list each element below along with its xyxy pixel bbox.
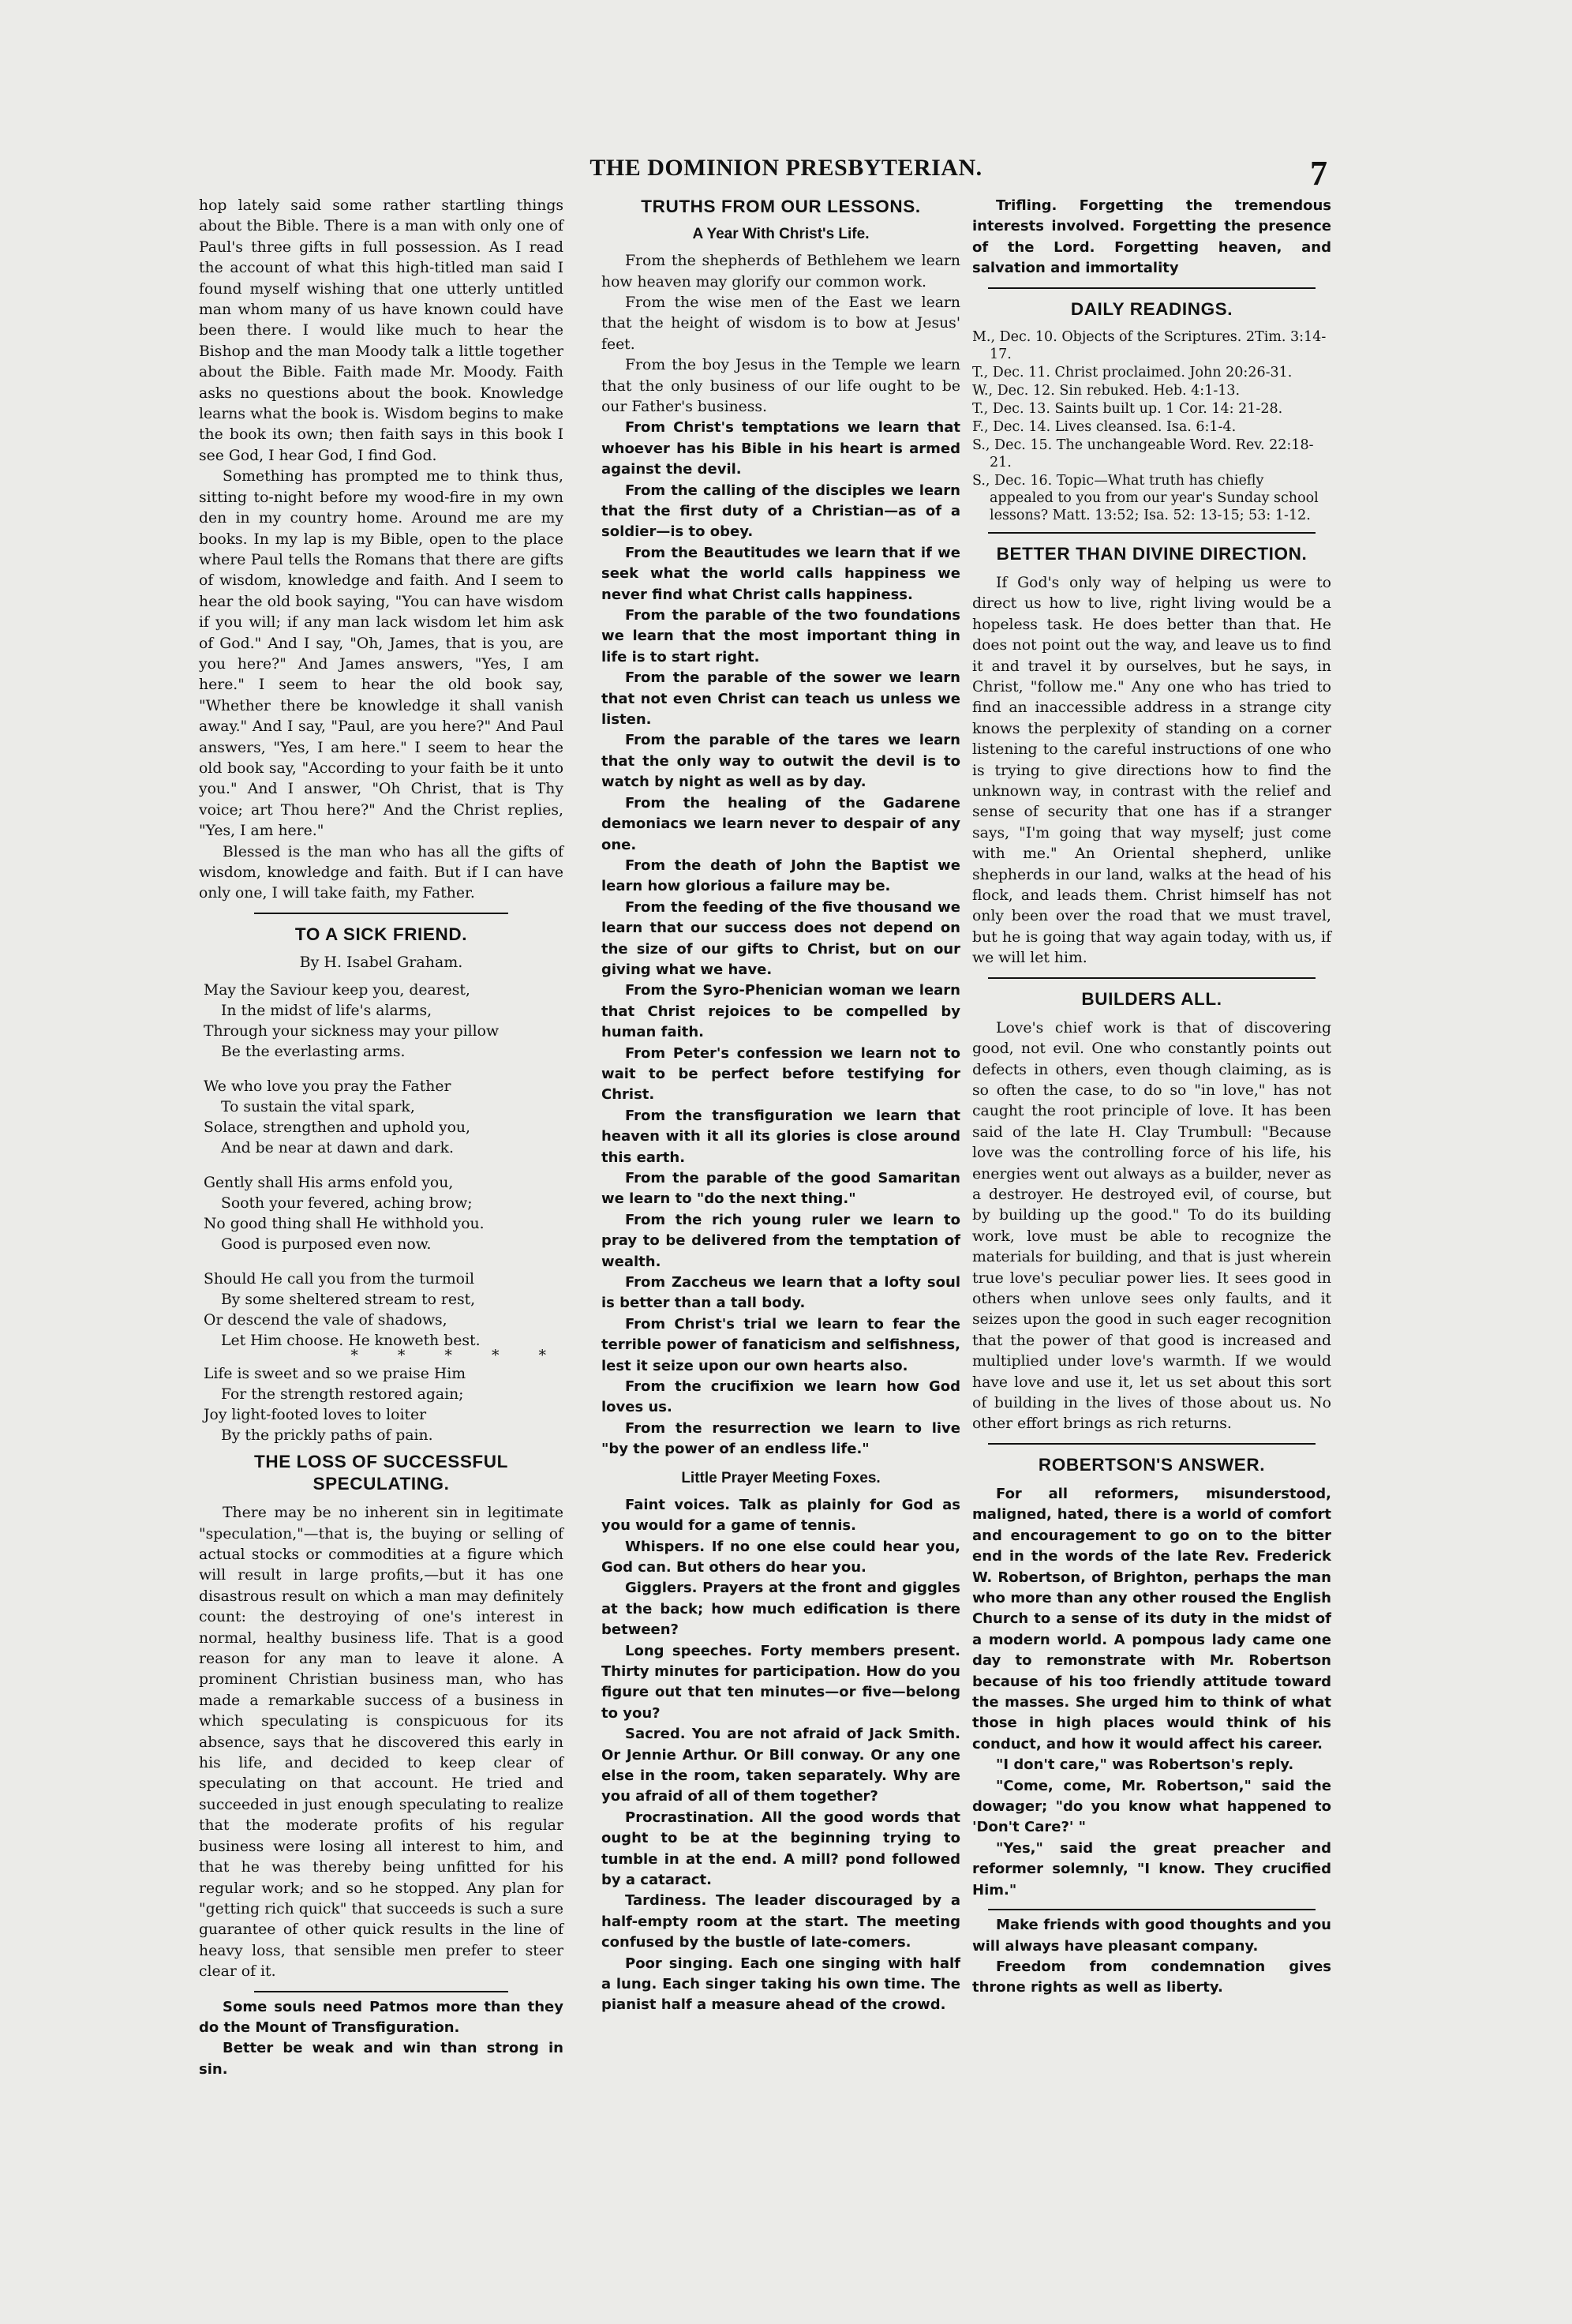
- divider: [988, 287, 1316, 289]
- fox-text: The leader discouraged by a half-empty room at the start. The meeting confused by the bustle of late-comers.: [601, 1892, 960, 1951]
- fox-lead: Tardiness.: [625, 1892, 707, 1910]
- poem-line: Through your sickness may your pillow: [204, 1022, 500, 1040]
- robertson-body: [972, 1484, 1331, 1901]
- article-paragraph: "I don't care," was Robertson's reply.: [996, 1756, 1294, 1774]
- article-paragraph: "Yes," said the great preacher and reformer solemnly, "I know. They crucified Him.": [972, 1839, 1331, 1899]
- truth-paragraph: From the feeding of the five thousand we learn that our success does not depend on the size of our gifts to Christ, but on our giving what we have.: [601, 898, 960, 978]
- divider: [254, 1991, 508, 1992]
- asterism: * * * * *: [350, 1346, 563, 1364]
- filler-paragraph: Some souls need Patmos more than they do the Mount of Transfiguration.: [199, 1998, 563, 2036]
- poem-line: Should He call you from the turmoil: [204, 1270, 475, 1288]
- truth-paragraph: From the Beautitudes we learn that if we seek what the world calls happiness we never find what Christ calls happiness.: [601, 544, 960, 603]
- poem-line: Or descend the vale of shadows,: [204, 1311, 447, 1329]
- fox-text: All the good words that ought to be at the beginning trying to tumble in at the end. A mill? pond followed by a cataract.: [601, 1809, 960, 1888]
- article-paragraph: For all reformers, misunderstood, maligned, hated, there is a world of comfort and encouragement to go on to the bitter end in the words of the late Rev. Frederick W. Robertson, of Brighton, perhaps the man who more than any other roused the English Church to a sense of its duty in the midst of a modern world. A pompous lady came one day to remonstrate with Mr. Robertson because of his too friendly attitude toward the masses. She urged him to think of what those in high places would think of his conduct, and how it would affect his career.: [972, 1485, 1331, 1752]
- fox-lead: Gigglers.: [625, 1580, 698, 1597]
- divider: [988, 1443, 1316, 1445]
- article-title: BUILDERS ALL.: [1081, 988, 1222, 1009]
- poem-line: By the prickly paths of pain.: [221, 1426, 433, 1444]
- article-title: Little Prayer Meeting Foxes.: [681, 1469, 881, 1486]
- fox-item: [601, 1537, 960, 1579]
- reading-item: F., Dec. 14. Lives cleansed. Isa. 6:1-4.: [972, 418, 1237, 435]
- poem-line: Good is purposed even now.: [221, 1235, 432, 1253]
- poem-stanza: [204, 980, 563, 1063]
- article-title: ROBERTSON'S ANSWER.: [1038, 1454, 1266, 1475]
- truths-list: [601, 251, 960, 1460]
- poem: [199, 980, 563, 1446]
- foxes-continued: [972, 196, 1331, 279]
- article-paragraph: There may be no inherent sin in legitimate "speculation,"—that is, the buying or selling of actual stocks or commodities at a figure which will result in large profits,—but it has one disastrous result on which a man may definitely count: the destroying of one's interest in normal, healthy business life. That is a good reason for any man to leave it alone. A prominent Christian business man, who has made a remarkable success of a business in which speculating is conspicuous for its absence, says that he discovered this early in his life, and decided to keep clear of speculating on that account. He tried and succeeded in just enough speculating to realize that the moderate profits of his regular business were losing all interest to him, and that he was thereby being unfitted for his regular work; and so he stopped. Any plan for "getting rich quick" that succeeds is such a sure guarantee of other quick results in the line of heavy loss, that sensible men prefer to steer clear of it.: [199, 1505, 563, 1981]
- article-paragraph: hop lately said some rather startling things about the Bible. There is a man with only one of Paul's three gifts in full possession. As I read the account of what this high-titled man said I found myself wishing that one utterly untitled man whom many of us have known could have been there. I would like much to hear the Bishop and the man Moody talk a little together about the Bible. Faith made Mr. Moody. Faith asks no questions about the book. Knowledge learns what the book is. Wisdom begins to make the book its own; then faith says in this book I see God, I hear God, I find God.: [199, 197, 563, 464]
- truth-paragraph: From the wise men of the East we learn that the height of wisdom is to bow at Jesus' feet.: [601, 294, 960, 353]
- truth-paragraph: From Christ's temptations we learn that whoever has his Bible in his heart is armed against the devil.: [601, 419, 960, 478]
- truth-paragraph: From the crucifixion we learn how God loves us.: [601, 1378, 960, 1416]
- column-1: [199, 196, 563, 2080]
- fox-lead: Long speeches.: [625, 1642, 753, 1659]
- masthead: THE DOMINION PRESBYTERIAN.: [590, 155, 982, 181]
- poem-line: May the Saviour keep you, dearest,: [204, 981, 470, 999]
- truth-paragraph: From the parable of the tares we learn that the only way to outwit the devil is to watch by night as well as by day.: [601, 732, 960, 791]
- fox-lead: Procrastination.: [625, 1809, 754, 1826]
- truth-paragraph: From Zaccheus we learn that a lofty soul is better than a tall body.: [601, 1274, 960, 1312]
- truth-paragraph: From the parable of the two foundations we learn that the most important thing in life is to start right.: [601, 607, 960, 665]
- truth-paragraph: From the death of John the Baptist we learn how glorious a failure may be.: [601, 857, 960, 895]
- reading-item: S., Dec. 16. Topic—What truth has chiefly appealed to you from our year's Sunday school lessons? Matt. 13:52; Isa. 52: 13-15; 53: 1-12.: [972, 472, 1319, 523]
- fox-text: If no one else could hear you, God can. But others do hear you.: [601, 1538, 960, 1576]
- divider: [254, 913, 508, 914]
- article-paragraph: Love's chief work is that of discovering good, not evil. One who constantly points out defects in others, even though claiming, as is so often the case, to do so "in love," has not caught the root principle of love. It has been said of the late H. Clay Trumbull: "Because love was the controlling force of his life, his energies went out always as a builder, never as a destroyer. He destroyed evil, of course, but by building up the good." To do its building work, love must be able to recognize the materials for building, and that is just wherein true love's peculiar power lies. It sees good in others when unlove sees only faults, and it seizes upon the good in such eager recognition that the power of that good is increased and multiplied under love's warmth. If we would have love and use it, let us set about this sort of building in the lives of those about us. No other effort brings as rich returns.: [972, 1019, 1331, 1433]
- divider: [988, 1909, 1316, 1910]
- truth-paragraph: From the boy Jesus in the Temple we learn that the only business of our life ought to be our Father's business.: [601, 357, 960, 415]
- fox-lead: Trifling.: [996, 197, 1057, 214]
- poem-stanza: [204, 1364, 563, 1446]
- truth-paragraph: From the rich young ruler we learn to pray to be delivered from the temptation of wealth.: [601, 1211, 960, 1270]
- poem-line: In the midst of life's alarms,: [221, 1002, 432, 1019]
- truth-paragraph: From Peter's confession we learn not to wait to be perfect before testifying for Christ.: [601, 1044, 960, 1104]
- truth-paragraph: From the parable of the sower we learn that not even Christ can teach us unless we listen.: [601, 669, 960, 729]
- divider: [988, 977, 1316, 979]
- truth-paragraph: From the resurrection we learn to live "by the power of an endless life.": [601, 1419, 960, 1458]
- reading-item: S., Dec. 15. The unchangeable Word. Rev. 22:18-21.: [972, 437, 1314, 470]
- fox-item: [601, 1578, 960, 1640]
- fox-item: [601, 1808, 960, 1891]
- poem-line: Solace, strengthen and uphold you,: [204, 1119, 470, 1136]
- poem-line: By some sheltered stream to rest,: [221, 1291, 476, 1308]
- article-title: BETTER THAN DIVINE DIRECTION.: [996, 543, 1308, 564]
- page-number: 7: [1310, 154, 1327, 193]
- fox-lead: Whispers.: [625, 1538, 706, 1555]
- article-title: THE LOSS OF SUCCESSFUL SPECULATING.: [254, 1451, 508, 1494]
- foxes-list: [601, 1495, 960, 2016]
- closing-notes: [972, 1915, 1331, 1999]
- fox-lead: Poor singing.: [625, 1955, 734, 1972]
- fox-item: [601, 1954, 960, 2016]
- article-paragraph: Blessed is the man who has all the gifts of wisdom, knowledge and faith. But if I can have only one, I will take faith, my Father.: [199, 843, 563, 902]
- article-paragraph: If God's only way of helping us were to direct us how to live, right living would be a hopeless task. He does better than that. He does not point out the way, and leave us to find it and travel it by ourselves, but he says, in Christ, "follow me." Any one who has tried to find an inaccessible address in a strange city knows the perplexity of standing on a corner listening to the careful instructions of one who is trying to give directions how to find the unknown way, in contrast with the relief and sense of security that one has if a stranger says, "I'm going that way myself; just come with me." An Oriental shepherd, unlike shepherds in our land, walks at the head of his flock, and leads them. Christ himself has not only been over the road that we must travel, but he is going that way again today, with us, if we will let him.: [972, 574, 1331, 967]
- reading-item: M., Dec. 10. Objects of the Scriptures. 2Tim. 3:14-17.: [972, 328, 1327, 362]
- poem-line: And be near at dawn and dark.: [221, 1139, 455, 1156]
- fox-item: [601, 1495, 960, 1537]
- column-3: [972, 196, 1331, 1999]
- truth-paragraph: From the transfiguration we learn that heaven with it all its glories is close around this earth.: [601, 1107, 960, 1166]
- truth-paragraph: From the parable of the good Samaritan we learn to "do the next thing.": [601, 1170, 960, 1208]
- fox-item: [601, 1724, 960, 1808]
- divider: [988, 532, 1316, 534]
- poem-line: To sustain the vital spark,: [221, 1098, 415, 1115]
- poem-line: We who love you pray the Father: [204, 1078, 451, 1095]
- poem-stanza: [204, 1269, 563, 1351]
- article-paragraph: "Come, come, Mr. Robertson," said the dowager; "do you know what happened to 'Don't Care?' ": [972, 1777, 1331, 1836]
- poem-line: Sooth your fevered, aching brow;: [221, 1194, 473, 1212]
- filler-paragraph: Freedom from condemnation gives throne rights as well as liberty.: [972, 1958, 1331, 1996]
- poem-line: Be the everlasting arms.: [221, 1043, 406, 1060]
- article-paragraph: Something has prompted me to think thus, sitting to-night before my wood-fire in my own den in my country home. Around me are my books. In my lap is my Bible, open to the place where Paul tells the Romans that there are gifts of wisdom, knowledge and faith. And I seem to hear the old book saying, "You can have wisdom if you will; if any man lack wisdom let him ask of God." And I say, "Oh, James, that is you, are you here?" And James answers, "Yes, I am here." I seem to hear the old book say, "Whether there be knowledge it shall vanish away." And I say, "Paul, are you here?" And Paul answers, "Yes, I am here." I seem to hear the old book say, "According to your faith be it unto you." And I answer, "Oh Christ, that is Thy voice; art Thou here?" And the Christ replies, "Yes, I am here.": [199, 468, 563, 840]
- reading-item: W., Dec. 12. Sin rebuked. Heb. 4:1-13.: [972, 382, 1241, 399]
- fox-text: Prayers at the front and giggles at the back; how much edification is there between?: [601, 1580, 960, 1639]
- daily-readings: [972, 328, 1331, 524]
- column-2: [601, 196, 960, 2016]
- fox-lead: Faint voices.: [625, 1496, 731, 1513]
- poem-line: Joy light-footed loves to loiter: [204, 1406, 427, 1423]
- reading-item: T., Dec. 13. Saints built up. 1 Cor. 14: 21-28.: [972, 400, 1283, 417]
- filler-paragraph: Make friends with good thoughts and you will always have pleasant company.: [972, 1917, 1331, 1955]
- truth-paragraph: From the shepherds of Bethlehem we learn how heaven may glorify our common work.: [601, 253, 960, 290]
- poem-stanza: [204, 1077, 563, 1159]
- fox-lead: Sacred.: [625, 1726, 686, 1743]
- truth-paragraph: From the Syro-Phenician woman we learn that Christ rejoices to be compelled by human faith.: [601, 982, 960, 1041]
- fox-text: Talk as plainly for God as you would for a game of tennis.: [601, 1496, 960, 1535]
- fox-text: Forty members present. Thirty minutes for participation. How do you figure out that ten minutes—or five—belong to you?: [601, 1642, 960, 1722]
- article-title: TRUTHS FROM OUR LESSONS.: [641, 197, 921, 216]
- fox-item: [601, 1641, 960, 1725]
- poem-line: No good thing shall He withhold you.: [204, 1215, 485, 1232]
- filler-paragraph: Better be weak and win than strong in sin.: [199, 2040, 563, 2078]
- fox-text: Forgetting the tremendous interests involved. Forgetting the presence of the Lord. Forgetting heaven, and salvation and immortality: [972, 197, 1331, 277]
- poem-title: TO A SICK FRIEND.: [294, 924, 468, 944]
- truth-paragraph: From the calling of the disciples we learn that the first duty of a Christian—as of a soldier—is to obey.: [601, 482, 960, 541]
- fox-item: [972, 196, 1331, 279]
- article-title: DAILY READINGS.: [1070, 298, 1233, 319]
- poem-byline: By H. Isabel Graham.: [299, 953, 463, 971]
- fox-item: [601, 1891, 960, 1953]
- reading-item: T., Dec. 11. Christ proclaimed. John 20:26-31.: [972, 364, 1293, 380]
- poem-line: Let Him choose. He knoweth best.: [221, 1332, 481, 1349]
- poem-line: For the strength restored again;: [221, 1385, 464, 1403]
- truth-paragraph: From Christ's trial we learn to fear the terrible power of fanaticism and selfishness, lest it seize upon our own hearts also.: [601, 1315, 960, 1374]
- fox-text: Each one singing with half a lung. Each singer taking his own time. The pianist half a measure ahead of the crowd.: [601, 1955, 961, 2014]
- truth-paragraph: From the healing of the Gadarene demoniacs we learn never to despair of any one.: [601, 794, 960, 853]
- poem-stanza: [204, 1173, 563, 1255]
- poem-line: Life is sweet and so we praise Him: [204, 1365, 466, 1382]
- article-subtitle: A Year With Christ's Life.: [692, 226, 870, 243]
- fox-text: You are not afraid of Jack Smith. Or Jennie Arthur. Or Bill conway. Or any one else in the room, taken separately. Why are you afraid of all of them together?: [601, 1726, 960, 1805]
- poem-line: Gently shall His arms enfold you,: [204, 1174, 454, 1191]
